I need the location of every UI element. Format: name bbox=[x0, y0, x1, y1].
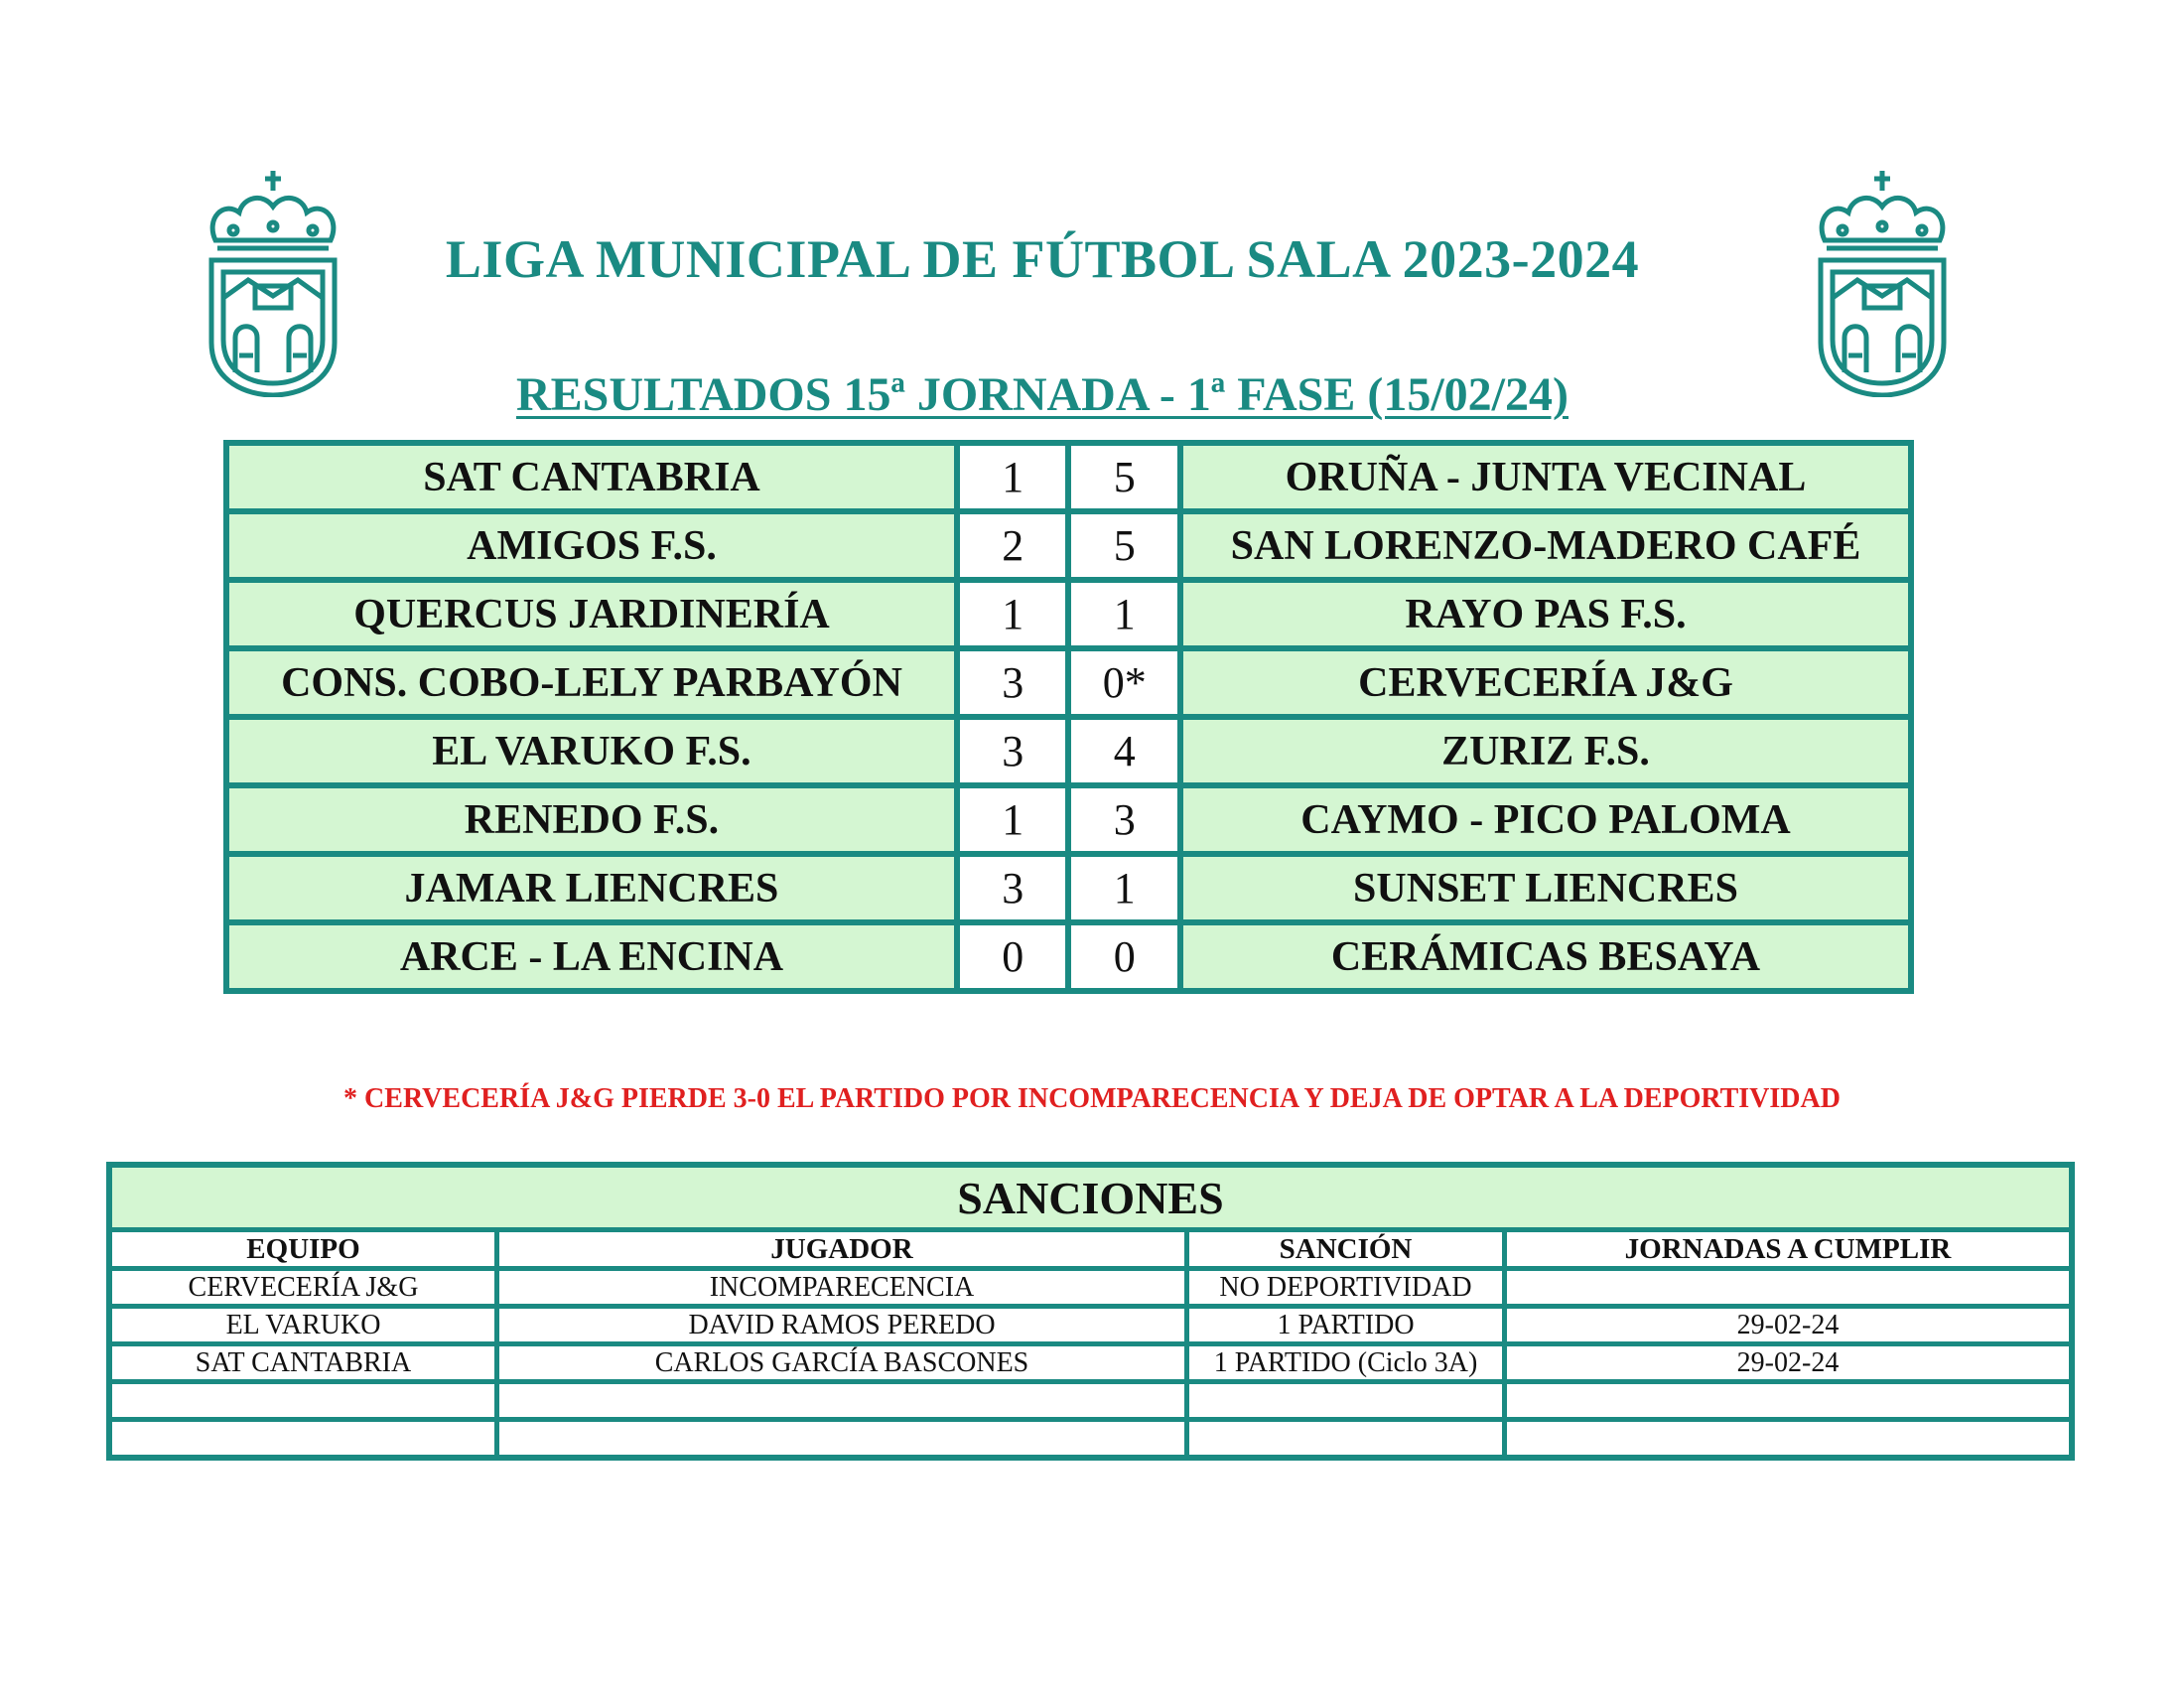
jugador-cell: INCOMPARECENCIA bbox=[497, 1269, 1187, 1307]
home-score: 1 bbox=[957, 443, 1069, 511]
away-score: 5 bbox=[1068, 511, 1180, 580]
home-score: 2 bbox=[957, 511, 1069, 580]
sancion-cell: NO DEPORTIVIDAD bbox=[1187, 1269, 1505, 1307]
away-score: 5 bbox=[1068, 443, 1180, 511]
away-team: RAYO PAS F.S. bbox=[1180, 580, 1911, 648]
away-score: 1 bbox=[1068, 854, 1180, 922]
sanctions-title: SANCIONES bbox=[109, 1165, 2072, 1230]
result-row bbox=[226, 511, 1911, 580]
column-header-equipo: EQUIPO bbox=[109, 1230, 497, 1269]
away-team: CERÁMICAS BESAYA bbox=[1180, 922, 1911, 991]
away-team: SUNSET LIENCRES bbox=[1180, 854, 1911, 922]
sanction-row bbox=[109, 1382, 2072, 1420]
result-row bbox=[226, 922, 1911, 991]
result-row bbox=[226, 443, 1911, 511]
home-score: 3 bbox=[957, 717, 1069, 785]
home-team: QUERCUS JARDINERÍA bbox=[226, 580, 957, 648]
sanctions-table bbox=[106, 1162, 2075, 1461]
home-score: 1 bbox=[957, 785, 1069, 854]
away-team: CAYMO - PICO PALOMA bbox=[1180, 785, 1911, 854]
equipo-cell bbox=[109, 1382, 497, 1420]
home-score: 0 bbox=[957, 922, 1069, 991]
home-score: 3 bbox=[957, 648, 1069, 717]
equipo-cell: SAT CANTABRIA bbox=[109, 1344, 497, 1382]
sancion-cell: 1 PARTIDO (Ciclo 3A) bbox=[1187, 1344, 1505, 1382]
home-team: JAMAR LIENCRES bbox=[226, 854, 957, 922]
jugador-cell bbox=[497, 1420, 1187, 1459]
home-team: EL VARUKO F.S. bbox=[226, 717, 957, 785]
equipo-cell: EL VARUKO bbox=[109, 1307, 497, 1344]
sancion-cell bbox=[1187, 1382, 1505, 1420]
home-team: ARCE - LA ENCINA bbox=[226, 922, 957, 991]
column-header-jornadas: JORNADAS A CUMPLIR bbox=[1505, 1230, 2073, 1269]
away-score: 0 bbox=[1068, 922, 1180, 991]
equipo-cell bbox=[109, 1420, 497, 1459]
away-team: CERVECERÍA J&G bbox=[1180, 648, 1911, 717]
column-header-jugador: JUGADOR bbox=[497, 1230, 1187, 1269]
results-table bbox=[223, 440, 1914, 994]
sancion-cell: 1 PARTIDO bbox=[1187, 1307, 1505, 1344]
jugador-cell: DAVID RAMOS PEREDO bbox=[497, 1307, 1187, 1344]
away-score: 3 bbox=[1068, 785, 1180, 854]
forfeit-note: * CERVECERÍA J&G PIERDE 3-0 EL PARTIDO POR INCOMPARECENCIA Y DEJA DE OPTAR A LA DEPORTIVIDAD bbox=[343, 1083, 1841, 1114]
away-score: 1 bbox=[1068, 580, 1180, 648]
result-row bbox=[226, 648, 1911, 717]
jugador-cell: CARLOS GARCÍA BASCONES bbox=[497, 1344, 1187, 1382]
column-header-sancion: SANCIÓN bbox=[1187, 1230, 1505, 1269]
away-score: 0* bbox=[1068, 648, 1180, 717]
result-row bbox=[226, 854, 1911, 922]
home-team: RENEDO F.S. bbox=[226, 785, 957, 854]
page-title: LIGA MUNICIPAL DE FÚTBOL SALA 2023-2024 bbox=[445, 229, 1640, 289]
result-row bbox=[226, 785, 1911, 854]
jugador-cell bbox=[497, 1382, 1187, 1420]
jornadas-cell: 29-02-24 bbox=[1505, 1344, 2073, 1382]
sanction-row bbox=[109, 1269, 2072, 1307]
sancion-cell bbox=[1187, 1420, 1505, 1459]
sanction-row bbox=[109, 1344, 2072, 1382]
home-team: CONS. COBO-LELY PARBAYÓN bbox=[226, 648, 957, 717]
home-score: 3 bbox=[957, 854, 1069, 922]
jornadas-cell bbox=[1505, 1420, 2073, 1459]
home-team: AMIGOS F.S. bbox=[226, 511, 957, 580]
equipo-cell: CERVECERÍA J&G bbox=[109, 1269, 497, 1307]
sanction-row bbox=[109, 1420, 2072, 1459]
result-row bbox=[226, 717, 1911, 785]
page-subtitle: RESULTADOS 15ª JORNADA - 1ª FASE (15/02/24) bbox=[515, 368, 1569, 421]
away-score: 4 bbox=[1068, 717, 1180, 785]
home-score: 1 bbox=[957, 580, 1069, 648]
jornadas-cell bbox=[1505, 1382, 2073, 1420]
result-row bbox=[226, 580, 1911, 648]
home-team: SAT CANTABRIA bbox=[226, 443, 957, 511]
away-team: ORUÑA - JUNTA VECINAL bbox=[1180, 443, 1911, 511]
away-team: SAN LORENZO-MADERO CAFÉ bbox=[1180, 511, 1911, 580]
sanction-row bbox=[109, 1307, 2072, 1344]
jornadas-cell: 29-02-24 bbox=[1505, 1307, 2073, 1344]
away-team: ZURIZ F.S. bbox=[1180, 717, 1911, 785]
jornadas-cell bbox=[1505, 1269, 2073, 1307]
